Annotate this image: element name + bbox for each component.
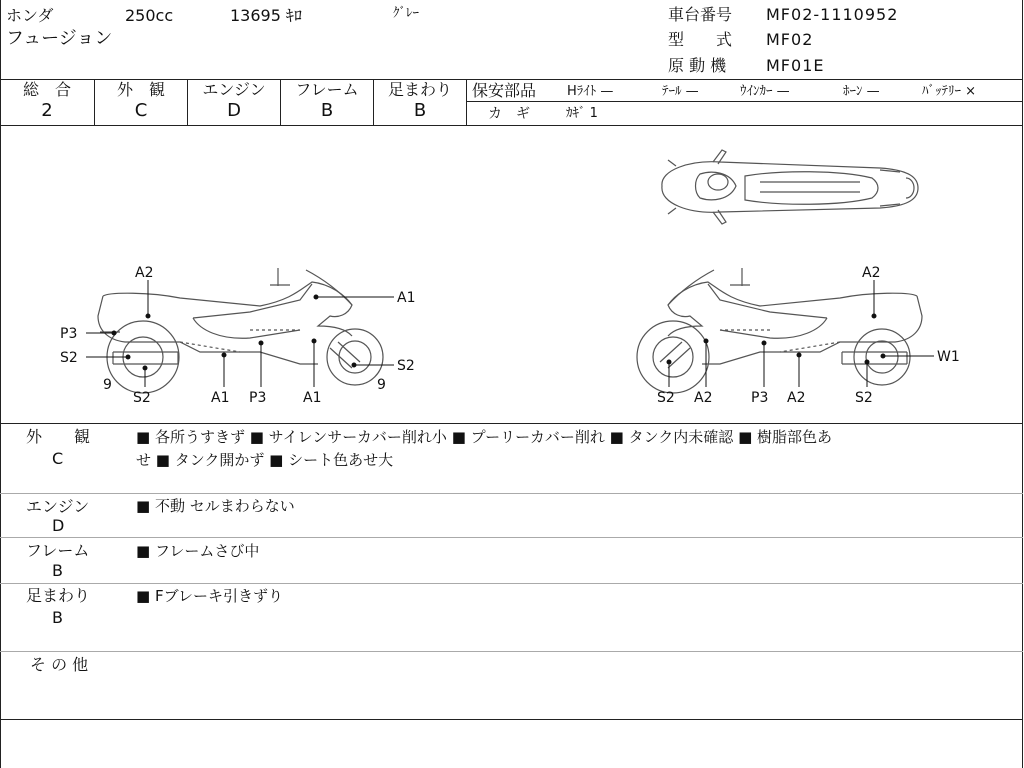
divider-remark-4 [0,651,1023,652]
divider-diagram [0,423,1023,424]
divider-remark-1 [0,493,1023,494]
label-a1-right: A1 [397,290,416,306]
right-markers [667,280,934,387]
damage-diagram [0,126,1022,423]
engine-code: MF01E [766,56,825,75]
label-a2-a: A2 [694,390,713,406]
remark-suspension-grade: B [52,608,63,627]
scooter-top-view [662,150,918,224]
label-p3-left: P3 [60,326,78,342]
grade-exterior-label: 外 観 [116,80,165,99]
remark-frame-grade: B [52,561,63,580]
model-name: フュージョン [6,28,113,49]
remark-frame-line-1: ■ フレームさび中 [136,542,260,560]
scooter-left-view [98,268,383,393]
label-a1-bottom: A1 [211,390,230,406]
label-a2-top: A2 [135,265,154,281]
remark-exterior-line-1: ■ 各所うすきず ■ サイレンサーカバー削れ小 ■ プーリーカバー削れ ■ タンク内未確認 ■ 樹脂部色あ [136,428,833,446]
grade-frame-label: フレーム [295,80,359,99]
divider-bottom [0,719,1023,720]
remark-exterior-title: 外 観 [26,427,91,446]
remark-engine-title: エンジン [26,497,90,516]
remark-other-title: そ の 他 [30,655,89,674]
remark-engine-grade: D [52,516,65,535]
grade-engine-value: D [227,100,241,121]
label-nine-right: 9 [377,377,386,393]
label-nine-left: 9 [103,377,112,393]
grade-overall-value: 2 [41,100,53,121]
remark-exterior-grade: C [52,449,64,468]
frame-no-label: 車台番号 [668,5,733,24]
label-a1-bottom2: A1 [303,390,322,406]
label-s2-left: S2 [60,350,78,366]
label-s2-bottom: S2 [133,390,151,406]
safety-taillight: ﾃｰﾙ — [662,84,699,99]
safety-battery: ﾊﾞｯﾃﾘｰ × [922,84,977,99]
model-label: 型 式 [668,30,733,49]
grade-exterior-value: C [134,100,148,121]
scooter-right-view [637,268,922,393]
grade-suspension-value: B [413,100,427,121]
label-s2-a: S2 [657,390,675,406]
label-p3-bottom: P3 [249,390,267,406]
key-label: カ ギ [488,106,530,122]
key-value: ｶｷﾞ 1 [566,106,598,121]
label-w1: W1 [937,349,960,365]
displacement: 250cc [125,6,174,25]
grade-engine-label: エンジン [202,80,266,99]
safety-label: 保安部品 [472,81,537,100]
label-a2-b: A2 [787,390,806,406]
frame-right [1022,0,1023,768]
engine-label: 原 動 機 [668,56,727,75]
grade-overall-label: 総 合 [22,80,71,99]
divider-remark-2 [0,537,1023,538]
frame-no: MF02-1110952 [766,5,899,24]
remark-engine-line-1: ■ 不動 セルまわらない [136,497,295,515]
maker: ホンダ [6,6,54,25]
safety-horn: ﾎｰﾝ — [843,84,880,99]
remark-suspension-line-1: ■ Fブレーキ引きずり [136,587,283,605]
label-p3-r: P3 [751,390,769,406]
label-s2-right: S2 [397,358,415,374]
grade-suspension-label: 足まわり [387,80,452,99]
remark-suspension-title: 足まわり [26,586,91,605]
safety-winker: ｳｲﾝｶｰ — [740,84,790,99]
model-code: MF02 [766,30,814,49]
grade-sep [466,79,467,126]
color: ｸﾞﾚｰ [393,6,419,21]
grade-frame-value: B [320,100,334,121]
safety-headlight: Hﾗｲﾄ — [567,84,614,99]
mileage: 13695 ｷﾛ [230,6,302,25]
divider-remark-3 [0,583,1023,584]
remark-frame-title: フレーム [26,541,90,560]
label-a2-top-r: A2 [862,265,881,281]
label-s2-b: S2 [855,390,873,406]
remark-exterior-line-2: せ ■ タンク開かず ■ シート色あせ大 [136,451,394,469]
